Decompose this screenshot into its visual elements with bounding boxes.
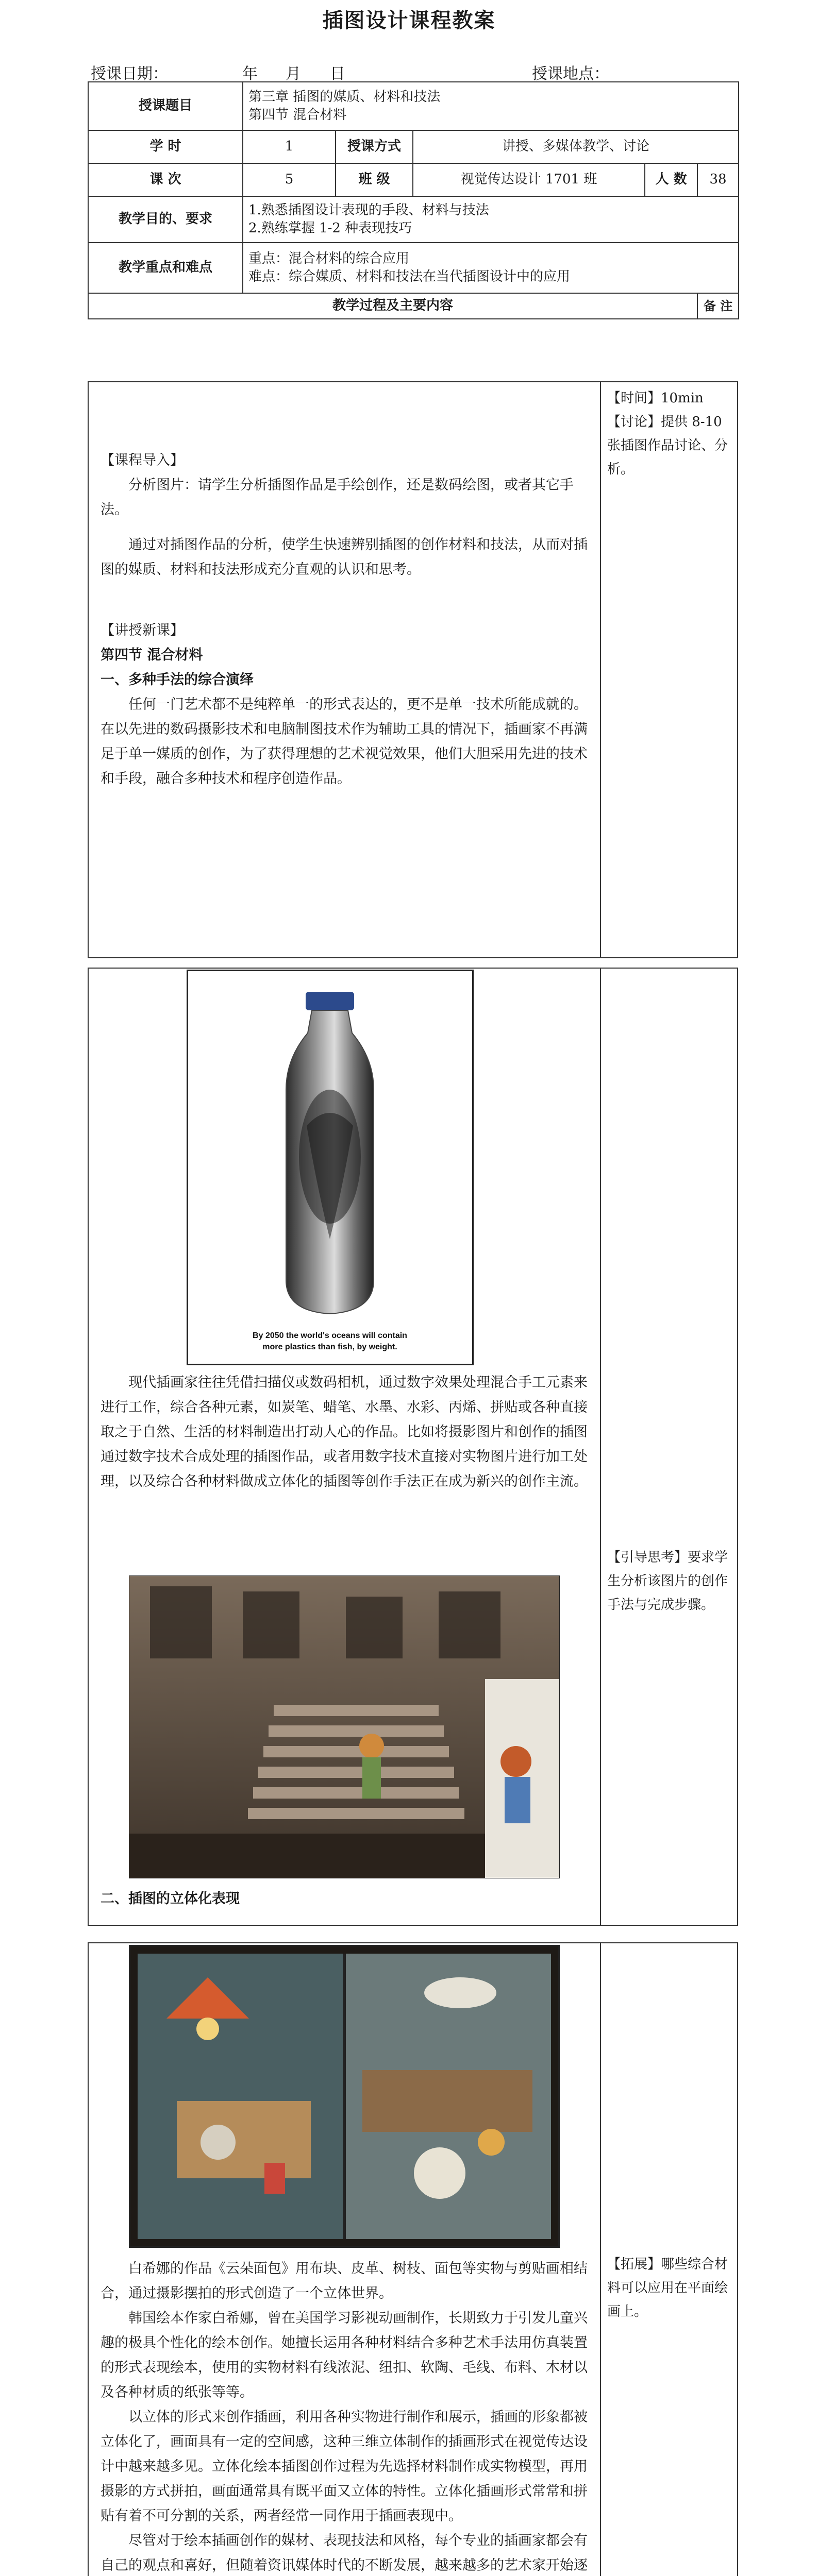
topic-line-2: 第四节 混合材料 (248, 107, 347, 123)
date-day: 日 (330, 65, 345, 83)
bottle-image (188, 971, 472, 1364)
bottle-caption-line-1: By 2050 the world's oceans will contain (253, 1331, 407, 1340)
class-value: 视觉传达设计 1701 班 (413, 163, 645, 196)
date-label: 授课日期： (91, 65, 168, 83)
topic-value (243, 82, 739, 130)
hours-label: 学 时 (88, 130, 243, 163)
key-point: 重点：混合材料的综合应用 (248, 250, 410, 266)
notes-header: 备 注 (697, 293, 739, 319)
intro-heading: 【课程导入】 (101, 452, 184, 468)
difficult-point: 难点：综合媒质、材料和技法在当代插图设计中的应用 (248, 269, 571, 284)
date-year: 年 (242, 65, 258, 83)
stairs-image (129, 1576, 559, 1878)
topic-label: 授课题目 (88, 82, 243, 130)
section-2-content (101, 1370, 590, 1494)
subheading-2: 二、插图的立体化表现 (101, 1891, 240, 1907)
session-value: 5 (243, 163, 336, 196)
body-paragraph-3: 白希娜的作品《云朵面包》用布块、皮革、树枝、面包等实物与剪贴画相结合，通过摄影摆拍的形式创造了一个立体世界。 (101, 2261, 588, 2301)
body-paragraph-6: 尽管对于绘本插画创作的媒材、表现技法和风格，每个专业的插画家都会有自己的观点和喜好，但随着资讯媒体时代的不断发展，越来越多的艺术家开始逐 (101, 2533, 588, 2573)
count-label: 人 数 (645, 163, 697, 196)
hours-value: 1 (243, 130, 336, 163)
intro-paragraph-2: 通过对插图作品的分析，使学生快速辨别插图的创作材料和技法，从而对插图的媒质、材料和技法形成充分直观的认识和思考。 (101, 537, 588, 578)
discussion-note: 【讨论】提供 8-10 张插图作品讨论、分析。 (607, 414, 728, 477)
body-paragraph-1: 任何一门艺术都不是纯粹单一的形式表达的，更不是单一技术所能成就的。在以先进的数码摄影技术和电脑制图技术作为辅助工具的情况下，插画家不再满足于单一媒质的创作，为了获得理想的艺术视觉效果，他们大胆采用先进的技术和手段，融合多种技术和程序创造作品。 (101, 697, 588, 787)
goals-value (243, 196, 739, 243)
subheading-1: 一、多种手法的综合演绎 (101, 672, 254, 688)
goal-2: 2.熟练掌握 1-2 种表现技巧 (248, 221, 412, 236)
section-2-note: 【引导思考】要求学生分析该图片的创作手法与完成步骤。 (607, 1550, 728, 1613)
intro-paragraph-1: 分析图片：请学生分析插图作品是手绘创作，还是数码绘图，或者其它手法。 (101, 477, 574, 518)
section-3-note: 【拓展】哪些综合材料可以应用在平面绘画上。 (607, 2257, 728, 2319)
bottle-caption-line-2: more plastics than fish, by weight. (262, 1343, 397, 1351)
plastic-bottle-illustration (187, 970, 474, 1365)
new-lesson-heading: 【讲授新课】 (101, 622, 184, 638)
goal-1: 1.熟悉插图设计表现的手段、材料与技法 (248, 202, 489, 218)
course-info-table (88, 81, 739, 319)
cloud-bread-image (130, 1946, 558, 2246)
time-note: 【时间】10min (607, 391, 704, 406)
body-paragraph-2: 现代插画家往往凭借扫描仪或数码相机，通过数字效果处理混合手工元素来进行工作，综合各种元素，如炭笔、蜡笔、水墨、水彩、丙烯、拼贴或各种直接取之于自然、生活的材料制造出打动人心的作品。比如将摄影图片和创作的插图通过数字技术合成处理的插图作品，或者用数字技术直接对实物图片进行加工处理，以及综合各种材料做成立体化的插图等创作手法正在成为新兴的创作主流。 (101, 1375, 588, 1489)
goals-label: 教学目的、要求 (88, 196, 243, 243)
date-month: 月 (286, 65, 301, 83)
key-value (243, 243, 739, 293)
cloud-bread-illustration (129, 1945, 560, 2248)
count-value: 38 (697, 163, 739, 196)
section-3-content (101, 2257, 590, 2576)
topic-line-1: 第三章 插图的媒质、材料和技法 (248, 89, 441, 105)
method-value: 讲授、多媒体教学、讨论 (413, 130, 739, 163)
body-paragraph-4: 韩国绘本作家白希娜，曾在美国学习影视动画制作，长期致力于引发儿童兴趣的极具个性化的绘本创作。她擅长运用各种材料结合多种艺术手法用仿真装置的形式表现绘本，使用的实物材料有线浓泥、纽扣、软陶、毛线、布料、木材以及各种材质的纸张等等。 (101, 2310, 588, 2400)
page-title: 插图设计课程教案 (322, 9, 496, 32)
process-header: 教学过程及主要内容 (88, 293, 697, 319)
street-stairs-illustration (129, 1575, 560, 1878)
section-1-notes (607, 386, 730, 481)
class-label: 班 级 (336, 163, 413, 196)
location-label: 授课地点： (532, 65, 609, 83)
body-paragraph-5: 以立体的形式来创作插画，利用各种实物进行制作和展示，插画的形象都被立体化了，画面具有一定的空间感，这种三维立体制作的插画形式在视觉传达设计中越来越多见。立体化绘本插图创作过程为先选择材料制作成实物模型，再用摄影的方式拼拍，画面通常具有既平面又立体的特性。立体化插画形式常常和拼贴有着不可分割的关系，两者经常一同作用于插画表现中。 (101, 2409, 588, 2524)
session-label: 课 次 (88, 163, 243, 196)
section-1-content (101, 448, 590, 791)
method-label: 授课方式 (336, 130, 413, 163)
section-heading: 第四节 混合材料 (101, 647, 203, 663)
key-label: 教学重点和难点 (88, 243, 243, 293)
